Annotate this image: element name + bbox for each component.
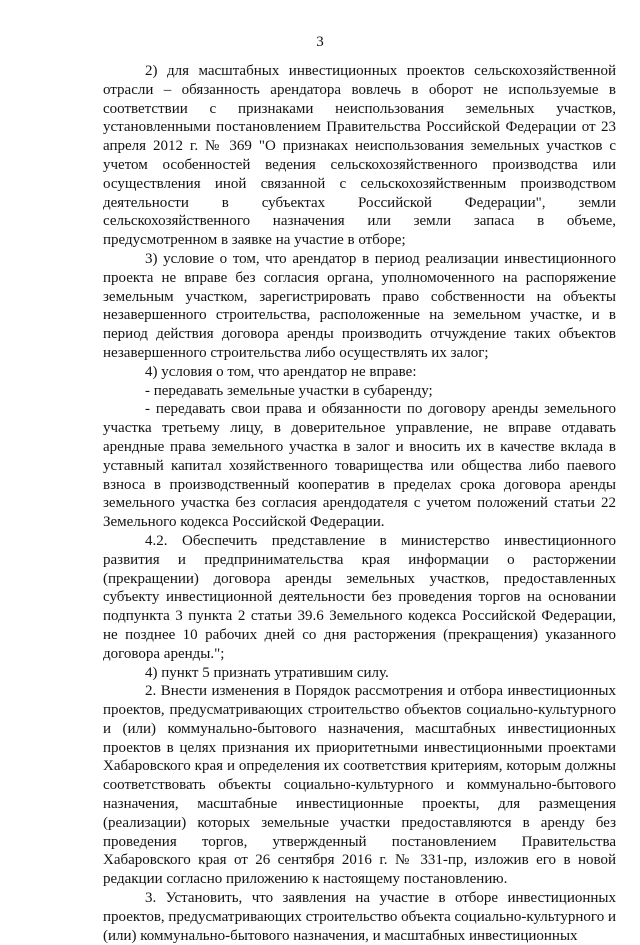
paragraph-4-2: 4.2. Обеспечить представление в министерство инвестиционного развития и предпринимательства края информации о расторжении (прекращении) договора аренды земельных участков, предоставленных субъекту инвестиционной деятельности без проведения торгов на основании подпункта 3 пункта 2 статьи 39.6 Земельного кодекса Российской Федерации, не позднее 10 рабочих дней со дня расторжения (прекращения) указанного договора аренды."; xyxy=(103,532,616,662)
section-2: 2. Внести изменения в Порядок рассмотрения и отбора инвестиционных проектов, предусматривающих строительство объектов социально-культурного и (или) коммунально-бытового назначения, масштабных инвестиционных проектов в целях признания их приоритетными инвестиционными проектами Хабаровского края и определения их соответствия критериям, которым должны соответствовать объекты социально-культурного и коммунально-бытового назначения, масштабные инвестиционные проекты, для размещения (реализации) которых земельные участки предоставляются в аренду без проведения торгов, утвержденный постановлением Правительства Хабаровского края от 26 сентября 2016 г. № 331-пр, изложив его в новой редакции согласно приложению к настоящему постановлению. xyxy=(103,683,616,888)
page-number: 3 xyxy=(316,34,324,50)
list-item-sublease: - передавать земельные участки в субаренду; xyxy=(145,382,433,399)
paragraph-4-point-5: 4) пункт 5 признать утратившим силу. xyxy=(145,664,389,681)
section-3: 3. Установить, что заявления на участие в отборе инвестиционных проектов, предусматривающих строительство объекта социально-культурного и (или) коммунально-бытового назначения, и масштабных инвестиционных xyxy=(103,890,616,944)
list-item-rights-transfer: - передавать свои права и обязанности по договору аренды земельного участка третьему лицу, в доверительное управление, не вправе отдавать арендные права земельного участка в залог и вносить их в качестве вклада в уставный капитал хозяйственного товарищества или общества либо паевого взноса в производственный кооператив в пределах срока договора аренды земельного участка без согласия арендодателя с учетом положений статьи 22 Земельного кодекса Российской Федерации. xyxy=(103,401,616,531)
paragraph-3: 3) условие о том, что арендатор в период реализации инвестиционного проекта не вправе без согласия органа, уполномоченного на распоряжение земельным участком, зарегистрировать право собственности на объекты незавершенного строительства, расположенные на земельном участке, и в период действия договора аренды производить отчуждение таких объектов незавершенного строительства либо осуществлять их залог; xyxy=(103,250,616,361)
paragraph-4: 4) условия о том, что арендатор не вправе: xyxy=(145,363,417,380)
document-body xyxy=(103,62,616,945)
paragraph-2: 2) для масштабных инвестиционных проектов сельскохозяйственной отрасли – обязанность арендатора вовлечь в оборот не используемые в соответствии с признаками неиспользования земельных участков, установленными постановлением Правительства Российской Федерации от 23 апреля 2012 г. № 369 "О признаках неиспользования земельных участков с учетом особенностей ведения сельскохозяйственного производства или осуществления иной связанной с сельскохозяйственным производством деятельности в субъектах Российской Федерации", земли сельскохозяйственного назначения или земли запаса в объеме, предусмотренном в заявке на участие в отборе; xyxy=(103,63,616,249)
